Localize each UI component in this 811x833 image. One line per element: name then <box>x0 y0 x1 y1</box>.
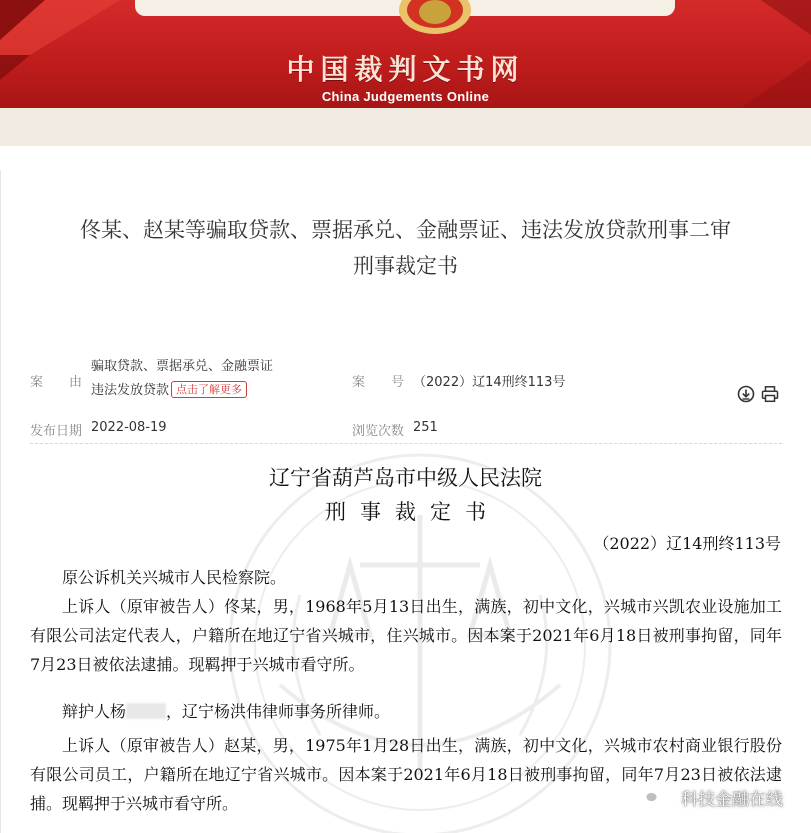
view-count-value: 251 <box>413 420 438 435</box>
body-case-number: （2022）辽14刑终113号 <box>593 534 781 553</box>
paragraph-appellant-2: 上诉人（原审被告人）赵某，男，1975年1月28日出生，满族，初中文化，兴城市农村商业银行股份有限公司员工，户籍所在地辽宁省兴城市。因本案于2021年6月18日被刑事拘留，同年7月23日被依法逮捕。现羁押于兴城市看守所。 <box>30 736 782 813</box>
publish-date-label: 发布日期 <box>30 424 83 439</box>
download-icon[interactable] <box>737 385 755 403</box>
site-header-banner <box>0 0 811 108</box>
document-kind: 刑事裁定书 <box>325 500 500 524</box>
header-separator-strip <box>0 108 811 146</box>
defender-suffix: ，辽宁杨洪伟律师事务所律师。 <box>166 702 391 721</box>
document-title-line2: 刑事裁定书 <box>353 254 458 278</box>
site-title: 中国裁判文书网 <box>286 53 525 86</box>
paragraph-prosecutor: 原公诉机关兴城市人民检察院。 <box>62 568 287 587</box>
case-number-value: （2022）辽14刑终113号 <box>413 375 566 390</box>
document-title <box>0 212 811 284</box>
wechat-icon <box>637 786 659 804</box>
learn-more-link[interactable]: 点击了解更多 <box>171 381 247 398</box>
cause-value-line1: 骗取贷款、票据承兑、金融票证 <box>91 359 274 374</box>
cause-value-line2 <box>91 379 247 398</box>
document-title-line1: 佟某、赵某等骗取贷款、票据承兑、金融票证、违法发放贷款刑事二审 <box>80 218 731 242</box>
paragraph-defender <box>30 697 782 726</box>
cause-label: 案 由 <box>30 375 83 390</box>
paragraph-appellant-1: 上诉人（原审被告人）佟某，男，1968年5月13日出生，满族，初中文化，兴城市兴凯农业设施加工有限公司法定代表人，户籍所在地辽宁省兴城市，住兴城市。因本案于2021年6月18日被刑事拘留，同年7月23日被依法逮捕。现羁押于兴城市看守所。 <box>30 597 782 674</box>
print-icon[interactable] <box>761 385 779 403</box>
redacted-name <box>126 703 166 719</box>
source-credit: 科技金融在线 <box>681 790 783 810</box>
court-emblem-icon <box>395 0 475 34</box>
view-count-label: 浏览次数 <box>352 424 405 439</box>
cause-value-line2-text: 违法发放贷款 <box>91 383 170 398</box>
site-subtitle: China Judgements Online <box>321 89 490 104</box>
publish-date-value: 2022-08-19 <box>91 420 167 435</box>
court-name: 辽宁省葫芦岛市中级人民法院 <box>269 466 542 490</box>
meta-divider <box>30 443 782 444</box>
case-number-label: 案 号 <box>352 375 405 390</box>
defender-prefix: 辩护人杨 <box>62 702 127 721</box>
